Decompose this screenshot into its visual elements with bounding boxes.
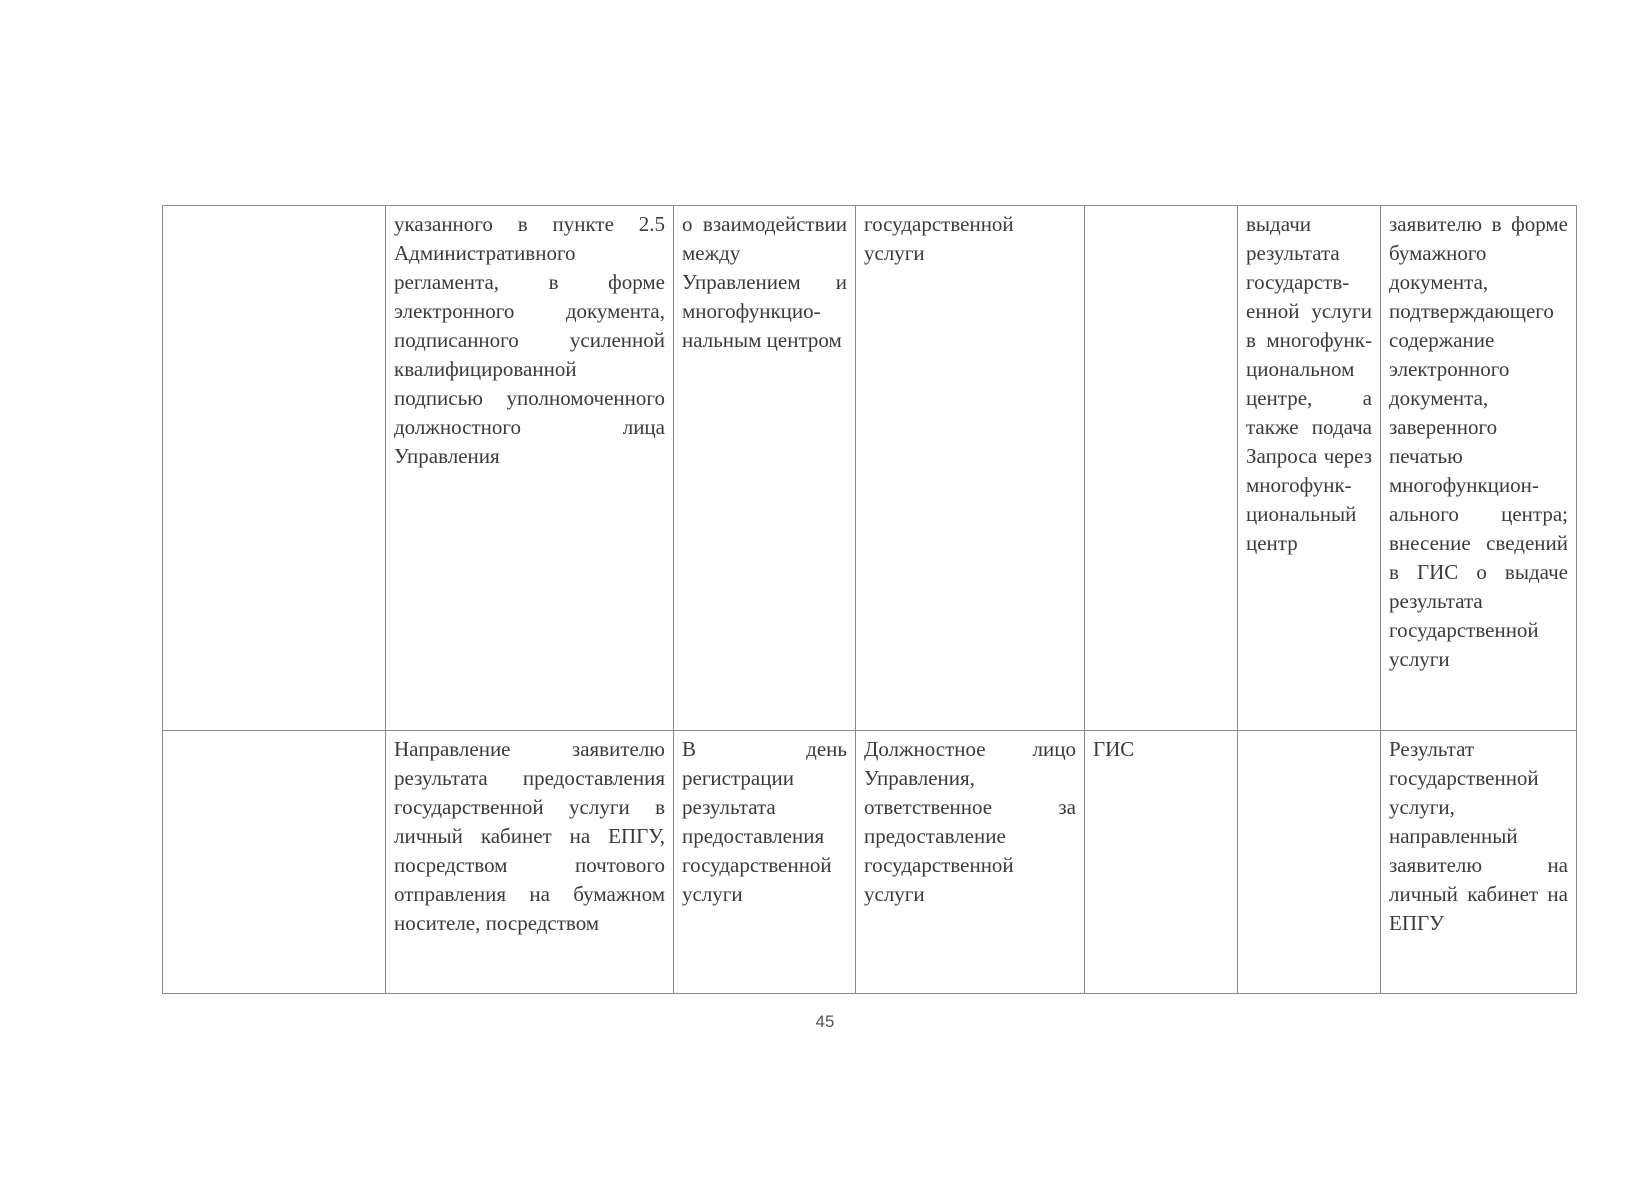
cell-text: Результат государственной услуги, направленный заявителю на личный кабинет на ЕПГУ: [1389, 737, 1568, 935]
table-cell-result: [1381, 206, 1577, 731]
table-cell-result: [1381, 731, 1577, 994]
table-cell-deadline: [674, 731, 856, 994]
table-cell-action: [386, 206, 674, 731]
table-cell-basis: [163, 206, 386, 731]
cell-text: Должностное лицо Управления, ответственное за предоставление государственной услуги: [864, 737, 1076, 906]
cell-text: заявителю в форме бумажного документа, подтверждающего содержание электронного документа, заверенного печатью многофункционального центра; внесение сведений в ГИС о выдаче результата государственной услуги: [1389, 212, 1568, 671]
table-cell-location: [1085, 206, 1238, 731]
table-cell-location: [1085, 731, 1238, 994]
cell-text: выдачи результата государственной услуги в многофункциональном центре, а также подача Запроса через многофункциональный центр: [1246, 212, 1372, 555]
procedure-table: [162, 205, 1577, 994]
table-cell-basis: [163, 731, 386, 994]
cell-text: Направление заявителю результата предоставления государственной услуги в личный кабинет на ЕПГУ, посредством почтового отправления на бумажном носителе, посредством: [394, 737, 665, 935]
cell-text: ГИС: [1093, 737, 1135, 761]
table-cell-responsible: [856, 731, 1085, 994]
table-cell-action: [386, 731, 674, 994]
table-cell-responsible: [856, 206, 1085, 731]
table-cell-criteria: [1238, 206, 1381, 731]
table-cell-criteria: [1238, 731, 1381, 994]
cell-text: указанного в пункте 2.5 Административного регламента, в форме электронного документа, подписанного усиленной квалифицированной подписью уполномоченного должностного лица Управления: [394, 212, 665, 468]
table-row: [163, 731, 1577, 994]
table-cell-deadline: [674, 206, 856, 731]
cell-text: государственной услуги: [864, 212, 1014, 265]
page-number: 45: [815, 1012, 835, 1031]
cell-text: о взаимодействии между Управлением и многофункциональным центром: [682, 212, 847, 352]
cell-text: В день регистрации результата предоставления государственной услуги: [682, 737, 847, 906]
table-row: [163, 206, 1577, 731]
